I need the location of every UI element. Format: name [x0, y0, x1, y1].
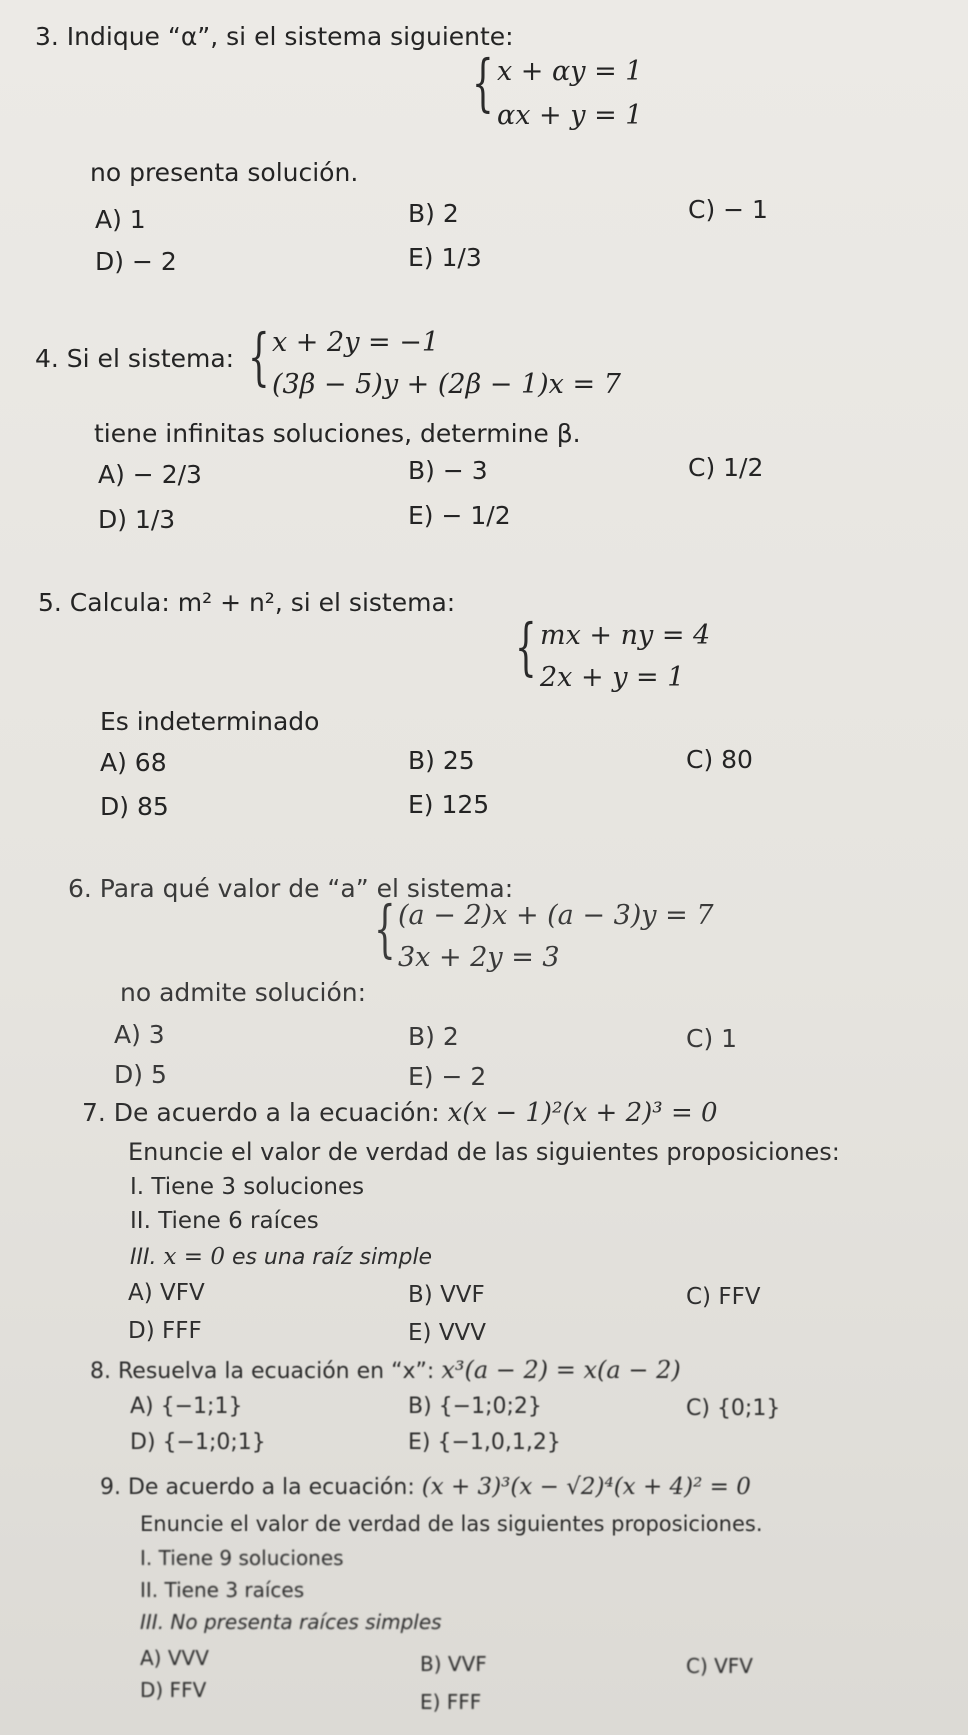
q9-option-a: A) VVV	[140, 1646, 209, 1670]
q7-equation: x(x − 1)²(x + 2)³ = 0	[447, 1098, 718, 1128]
q4-option-b: B) − 3	[408, 456, 488, 485]
q7-option-c: C) FFV	[686, 1284, 761, 1310]
q3-tail: no presenta solución.	[90, 158, 359, 187]
q5-brace: {	[515, 610, 537, 683]
q3-equation-1: x + αy = 1	[497, 56, 643, 87]
q5-option-a: A) 68	[100, 748, 167, 777]
q7-proposition-3	[130, 1244, 432, 1270]
q5-tail: Es indeterminado	[100, 707, 320, 736]
q4-option-e: E) − 1/2	[408, 501, 511, 530]
q7-proposition-1: I. Tiene 3 soluciones	[130, 1174, 365, 1200]
q3-option-c: C) − 1	[688, 195, 768, 224]
q7-proposition-3-text: es una raíz simple	[224, 1245, 433, 1270]
q9-equation: (x + 3)³(x − √2)⁴(x + 4)² = 0	[421, 1474, 751, 1500]
q5-option-b: B) 25	[408, 746, 475, 775]
q8-option-b: B) {−1;0;2}	[408, 1394, 542, 1419]
q4-option-c: C) 1/2	[688, 453, 764, 482]
q3-stem: 3. Indique “α”, si el sistema siguiente:	[35, 22, 514, 51]
q6-tail: no admite solución:	[120, 978, 367, 1007]
q4-option-d: D) 1/3	[98, 505, 176, 534]
q8-stem-label: 8. Resuelva la ecuación en “x”:	[90, 1359, 442, 1384]
q9-proposition-1: I. Tiene 9 soluciones	[140, 1546, 344, 1570]
q8-option-d: D) {−1;0;1}	[130, 1430, 266, 1455]
q3-brace: {	[472, 46, 494, 119]
q3-option-b: B) 2	[408, 199, 459, 228]
q4-equation-1: x + 2y = −1	[272, 327, 440, 358]
q7-stem-label: 7. De acuerdo a la ecuación:	[82, 1098, 448, 1127]
q7-option-a: A) VFV	[128, 1280, 205, 1306]
q7-option-b: B) VVF	[408, 1282, 485, 1308]
q9-option-b: B) VVF	[420, 1652, 487, 1676]
q6-stem: 6. Para qué valor de “a” el sistema:	[68, 874, 514, 903]
q6-brace: {	[374, 892, 396, 965]
q7-option-e: E) VVV	[408, 1320, 487, 1346]
q9-proposition-3: III. No presenta raíces simples	[140, 1610, 442, 1634]
q6-option-c: C) 1	[686, 1024, 738, 1053]
q4-brace: {	[248, 320, 270, 393]
q9-instruction: Enuncie el valor de verdad de las siguientes proposiciones.	[140, 1512, 763, 1536]
q8-option-e: E) {−1,0,1,2}	[408, 1430, 561, 1455]
q8-option-a: A) {−1;1}	[130, 1394, 243, 1419]
q8-equation: x³(a − 2) = x(a − 2)	[441, 1356, 681, 1384]
q5-stem-expression: m² + n²	[177, 588, 275, 617]
q9-proposition-2: II. Tiene 3 raíces	[140, 1578, 305, 1602]
q9-option-e: E) FFF	[420, 1690, 482, 1714]
q3-option-d: D) − 2	[95, 247, 177, 276]
q6-option-e: E) − 2	[408, 1062, 487, 1091]
q3-option-a: A) 1	[95, 205, 146, 234]
q5-option-e: E) 125	[408, 790, 490, 819]
q5-option-c: C) 80	[686, 745, 753, 774]
q3-equation-2: αx + y = 1	[497, 100, 643, 131]
q5-stem	[38, 588, 455, 617]
q7-proposition-3-label: III.	[130, 1245, 164, 1270]
q9-option-d: D) FFV	[140, 1678, 207, 1702]
q5-stem-suffix: , si el sistema:	[274, 588, 456, 617]
q9-stem-label: 9. De acuerdo a la ecuación:	[100, 1475, 422, 1500]
q7-proposition-3-expression: x = 0	[163, 1244, 225, 1270]
q3-option-e: E) 1/3	[408, 243, 482, 272]
q7-stem	[82, 1098, 718, 1128]
q6-equation-2: 3x + 2y = 3	[398, 942, 560, 973]
q4-stem: 4. Si el sistema:	[35, 344, 235, 373]
q6-option-a: A) 3	[114, 1020, 165, 1049]
q7-option-d: D) FFF	[128, 1318, 202, 1344]
q6-equation-1: (a − 2)x + (a − 3)y = 7	[398, 900, 714, 931]
q9-option-c: C) VFV	[686, 1654, 753, 1678]
q6-option-d: D) 5	[114, 1060, 167, 1089]
q8-option-c: C) {0;1}	[686, 1396, 781, 1421]
q9-stem	[100, 1474, 751, 1500]
q7-instruction: Enuncie el valor de verdad de las siguientes proposiciones:	[128, 1138, 840, 1166]
q5-option-d: D) 85	[100, 792, 169, 821]
q7-proposition-2: II. Tiene 6 raíces	[130, 1208, 319, 1234]
q6-option-b: B) 2	[408, 1022, 459, 1051]
q4-option-a: A) − 2/3	[98, 460, 202, 489]
q5-stem-label: 5. Calcula:	[38, 588, 178, 617]
q5-equation-2: 2x + y = 1	[540, 662, 685, 693]
q4-tail: tiene infinitas soluciones, determine β.	[94, 419, 581, 448]
q8-stem	[90, 1356, 681, 1384]
q4-equation-2: (3β − 5)y + (2β − 1)x = 7	[272, 369, 621, 400]
q5-equation-1: mx + ny = 4	[540, 620, 711, 651]
